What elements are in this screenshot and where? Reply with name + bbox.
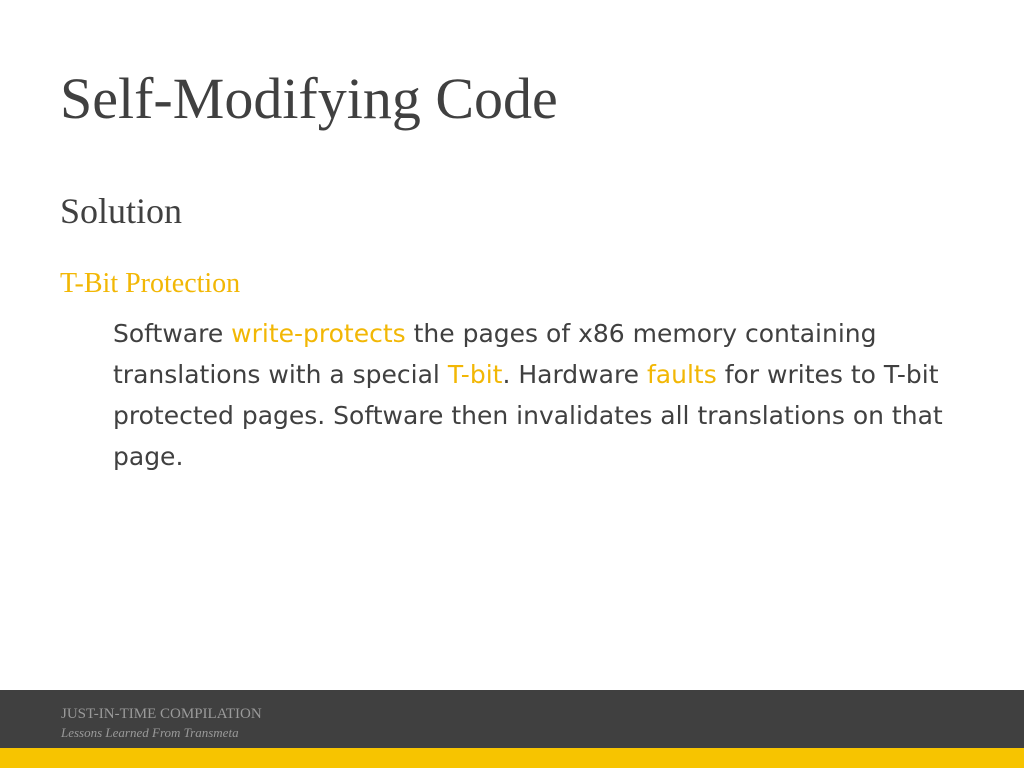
body-text: for writes to T-bit protected pages. Software then invalidates all translations on that page. (113, 360, 943, 471)
footer-presentation-subtitle: Lessons Learned From Transmeta (61, 725, 239, 740)
body-text: Software (113, 319, 232, 348)
body-text: . Hardware (502, 360, 647, 389)
slide-subtitle: Solution (60, 191, 183, 231)
section-heading: T-Bit Protection (60, 268, 241, 299)
footer-band (0, 690, 1024, 748)
highlight-faults: faults (647, 360, 717, 389)
body-paragraph (113, 313, 983, 477)
footer-presentation-title: JUST-IN-TIME COMPILATION (61, 706, 262, 722)
accent-bar (0, 748, 1024, 768)
highlight-t-bit: T-bit (447, 360, 503, 389)
highlight-write-protects: write-protects (231, 319, 406, 348)
body-text: the pages of x86 memory containing translations with a special (113, 319, 877, 389)
slide-title: Self-Modifying Code (60, 66, 558, 131)
